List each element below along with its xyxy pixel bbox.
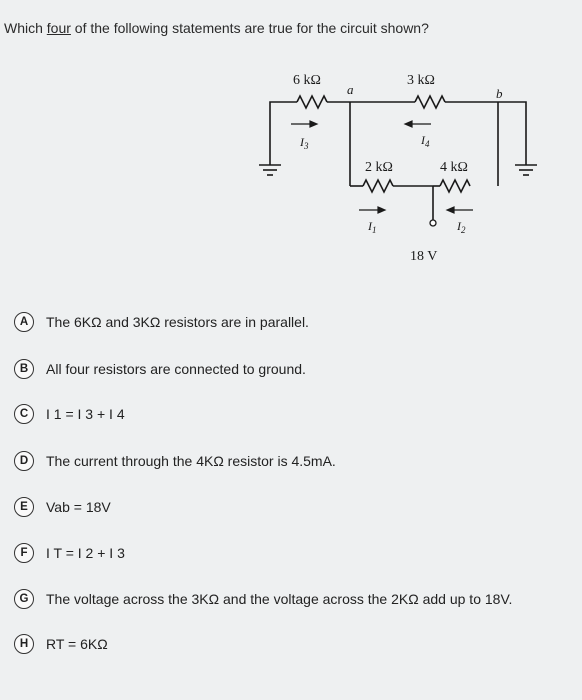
option-a-text: The 6KΩ and 3KΩ resistors are in parallel. [46,314,309,330]
option-d-badge: D [14,451,34,471]
option-c-badge: C [14,404,34,424]
option-a-badge: A [14,312,34,332]
option-e-text: Vab = 18V [46,499,111,515]
option-c-text: I 1 = I 3 + I 4 [46,406,125,422]
option-b-text: All four resistors are connected to ground. [46,361,306,377]
option-g-badge: G [14,589,34,609]
option-g[interactable] [14,588,512,610]
label-4k: 4 kΩ [440,160,468,175]
label-6k: 6 kΩ [293,73,321,88]
source-terminal [430,220,436,226]
label-i2: $I_2$ [457,219,466,235]
wire-right-ground [498,102,526,165]
label-i1: $I_1$ [368,219,377,235]
wire-left-ground [270,102,297,165]
label-i3: $I_3$ [300,135,309,151]
option-h[interactable] [14,633,108,655]
circuit-diagram [255,60,555,275]
arrow-i1-head [378,207,385,213]
label-source: 18 V [410,249,438,264]
option-e-badge: E [14,497,34,517]
option-f-text: I T = I 2 + I 3 [46,545,125,561]
label-i4: $I_4$ [421,133,430,149]
label-node-a: a [347,82,354,97]
option-d[interactable] [14,450,336,472]
label-node-b: b [496,86,503,101]
option-h-text: RT = 6KΩ [46,636,108,652]
option-b[interactable] [14,358,306,380]
resistor-6k-zigzag [297,96,327,108]
arrow-i3-head [310,121,317,127]
option-b-badge: B [14,359,34,379]
question-text [4,20,429,36]
question-emphasis: four [46,20,71,36]
resistor-4k-zigzag [440,180,470,192]
option-c[interactable] [14,403,125,425]
resistor-2k-zigzag [363,180,393,192]
arrow-i2-head [447,207,454,213]
question-prefix: Which [4,20,47,36]
option-d-text: The current through the 4KΩ resistor is 4.5mA. [46,453,336,469]
label-3k: 3 kΩ [407,73,435,88]
option-f[interactable] [14,542,125,564]
label-2k: 2 kΩ [365,160,393,175]
arrow-i4-head [405,121,412,127]
option-e[interactable] [14,496,111,518]
option-g-text: The voltage across the 3KΩ and the voltage across the 2KΩ add up to 18V. [46,591,513,607]
option-h-badge: H [14,634,34,654]
option-f-badge: F [14,543,34,563]
resistor-3k-zigzag [415,96,445,108]
question-suffix: of the following statements are true for the circuit shown? [70,20,429,36]
option-a[interactable] [14,311,309,333]
